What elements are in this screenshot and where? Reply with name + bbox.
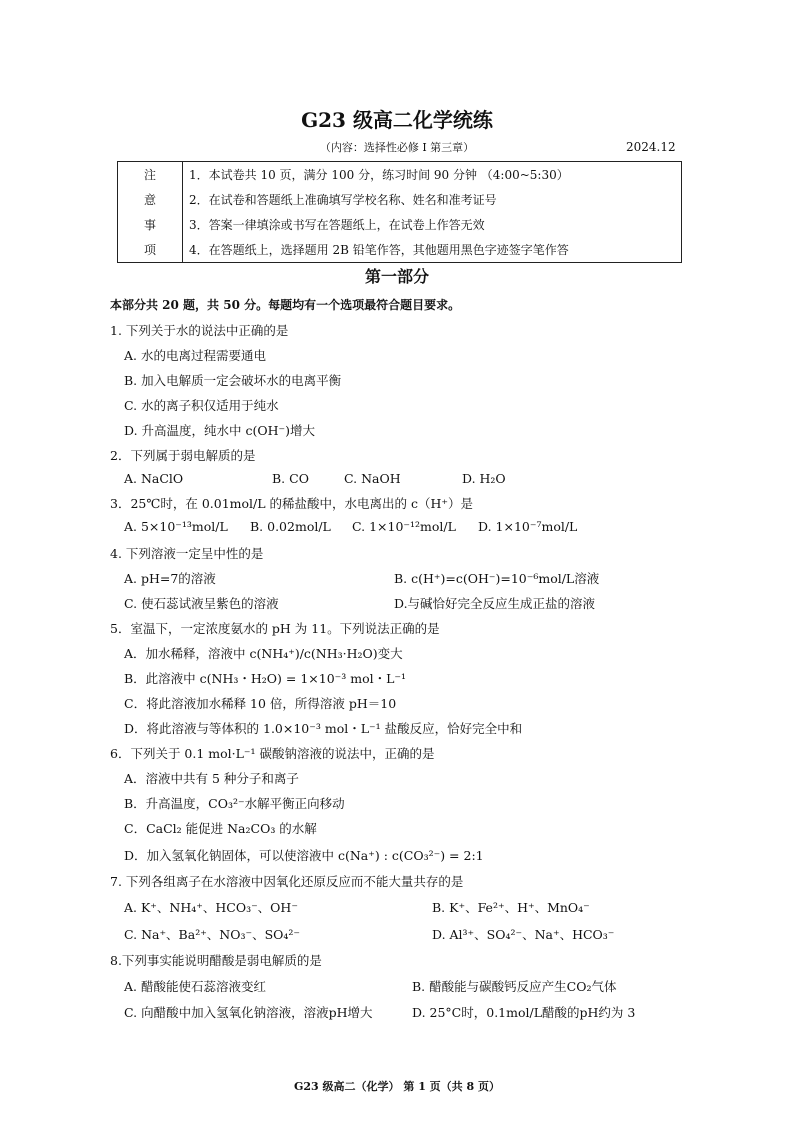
option-c: C. NaOH xyxy=(344,471,401,486)
notes-side-label: 事 xyxy=(118,212,183,237)
option-a: A. 水的电离过程需要通电 xyxy=(124,348,266,363)
note-item: 1．本试卷共 10 页，满分 100 分，练习时间 90 分钟 （4:00~5:30） xyxy=(183,162,682,188)
option-d: D. Al³⁺、SO₄²⁻、Na⁺、HCO₃⁻ xyxy=(432,927,615,942)
option-c: C. Na⁺、Ba²⁺、NO₃⁻、SO₄²⁻ xyxy=(124,927,301,942)
option-c: C．将此溶液加水稀释 10 倍，所得溶液 pH＝10 xyxy=(124,696,397,711)
option-a: A. pH=7的溶液 xyxy=(124,571,216,586)
option-d: D.与碱恰好完全反应生成正盐的溶液 xyxy=(394,596,596,611)
notes-side-label: 注 xyxy=(118,162,183,188)
note-item: 2．在试卷和答题纸上准确填写学校名称、姓名和准考证号 xyxy=(183,187,682,212)
option-a: A. 5×10⁻¹³mol/L xyxy=(124,519,228,534)
option-d: D．将此溶液与等体积的 1.0×10⁻³ mol・L⁻¹ 盐酸反应，恰好完全中和 xyxy=(124,721,523,736)
question-stem: 7. 下列各组离子在水溶液中因氧化还原反应而不能大量共存的是 xyxy=(110,874,464,889)
option-d: D. 25°C时，0.1mol/L醋酸的pH约为 3 xyxy=(412,1005,636,1020)
option-b: B．升高温度，CO₃²⁻水解平衡正向移动 xyxy=(124,796,345,811)
option-c: C. 水的离子积仅适用于纯水 xyxy=(124,398,279,413)
option-a: A. K⁺、NH₄⁺、HCO₃⁻、OH⁻ xyxy=(124,900,298,915)
option-c: C．CaCl₂ 能促进 Na₂CO₃ 的水解 xyxy=(124,821,317,836)
option-c: C. 向醋酸中加入氢氧化钠溶液，溶液pH增大 xyxy=(124,1005,373,1020)
page-footer: G23 级高二（化学） 第 1 页（共 8 页） xyxy=(294,1080,500,1093)
option-b: B. 加入电解质一定会破坏水的电离平衡 xyxy=(124,373,342,388)
question-stem: 4. 下列溶液一定呈中性的是 xyxy=(110,546,264,561)
option-d: D. H₂O xyxy=(462,471,506,486)
option-a: A. 醋酸能使石蕊溶液变红 xyxy=(124,979,266,994)
option-b: B. 0.02mol/L xyxy=(250,519,331,534)
question-stem: 8.下列事实能说明醋酸是弱电解质的是 xyxy=(110,953,322,968)
question-stem: 2．下列属于弱电解质的是 xyxy=(110,448,256,463)
question-stem: 5．室温下，一定浓度氨水的 pH 为 11。下列说法正确的是 xyxy=(110,621,440,636)
note-item: 4．在答题纸上，选择题用 2B 铅笔作答，其他题用黑色字迹签字笔作答 xyxy=(183,237,682,263)
option-a: A．加水稀释，溶液中 c(NH₄⁺)/c(NH₃·H₂O)变大 xyxy=(124,646,403,661)
notes-side-label: 项 xyxy=(118,237,183,263)
question-stem: 1. 下列关于水的说法中正确的是 xyxy=(110,323,289,338)
option-c: C. 1×10⁻¹²mol/L xyxy=(352,519,456,534)
page-title: G23 级高二化学统练 xyxy=(301,108,493,132)
part-heading: 第一部分 xyxy=(364,267,429,286)
option-c: C. 使石蕊试液呈紫色的溶液 xyxy=(124,596,279,611)
option-a: A．溶液中共有 5 种分子和离子 xyxy=(124,771,299,786)
content-scope: （内容：选择性必修 I 第三章） xyxy=(319,141,475,154)
option-d: D. 1×10⁻⁷mol/L xyxy=(478,519,578,534)
option-d: D．加入氢氧化钠固体，可以使溶液中 c(Na⁺) : c(CO₃²⁻) = 2:1 xyxy=(124,848,484,863)
notes-table xyxy=(117,161,682,263)
option-d: D. 升高温度，纯水中 c(OH⁻)增大 xyxy=(124,423,315,438)
option-b: B. CO xyxy=(272,471,309,486)
option-b: B．此溶液中 c(NH₃・H₂O) = 1×10⁻³ mol・L⁻¹ xyxy=(124,671,407,686)
note-item: 3．答案一律填涂或书写在答题纸上，在试卷上作答无效 xyxy=(183,212,682,237)
question-stem: 3．25℃时，在 0.01mol/L 的稀盐酸中，水电离出的 c（H⁺）是 xyxy=(110,496,473,511)
part-instruction: 本部分共 20 题，共 50 分。每题均有一个选项最符合题目要求。 xyxy=(110,298,461,312)
option-b: B. K⁺、Fe²⁺、H⁺、MnO₄⁻ xyxy=(432,900,590,915)
exam-date: 2024.12 xyxy=(626,140,676,154)
option-b: B. 醋酸能与碳酸钙反应产生CO₂气体 xyxy=(412,979,617,994)
question-stem: 6．下列关于 0.1 mol·L⁻¹ 碳酸钠溶液的说法中，正确的是 xyxy=(110,746,435,761)
option-a: A. NaClO xyxy=(124,471,184,486)
option-b: B. c(H⁺)=c(OH⁻)=10⁻⁶mol/L溶液 xyxy=(394,571,600,586)
notes-side-label: 意 xyxy=(118,187,183,212)
